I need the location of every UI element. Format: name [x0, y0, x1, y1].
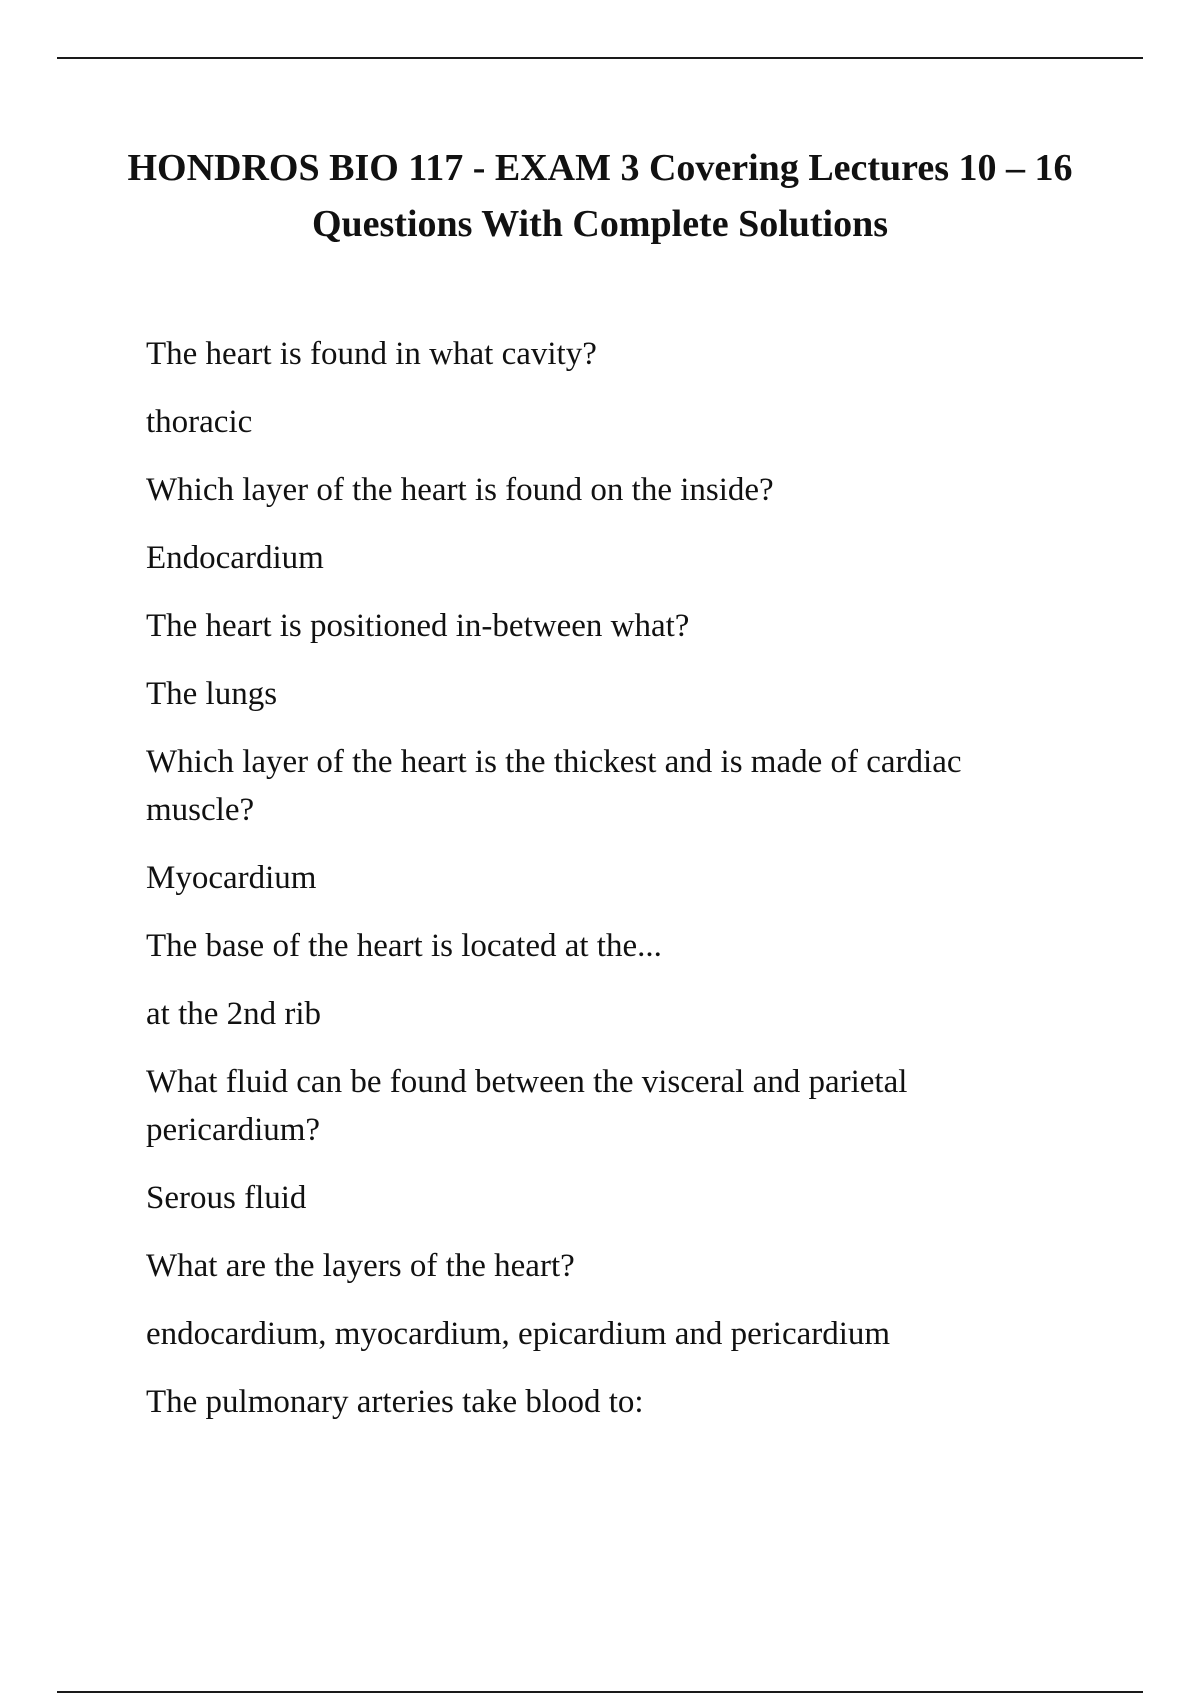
question-text: The heart is positioned in-between what? — [146, 608, 690, 644]
answer-text: Serous fluid — [146, 1180, 307, 1216]
answer-text: at the 2nd rib — [146, 996, 322, 1032]
question-text: The pulmonary arteries take blood to: — [146, 1384, 644, 1420]
question-text: Which layer of the heart is the thickest and is made of cardiac muscle? — [146, 744, 962, 828]
answer-text: The lungs — [146, 676, 278, 712]
answer-text: Myocardium — [146, 860, 317, 896]
question-text: What fluid can be found between the visceral and parietal pericardium? — [146, 1064, 908, 1148]
bottom-divider — [57, 1691, 1143, 1693]
question-text: Which layer of the heart is found on the inside? — [146, 472, 774, 508]
question-text: The base of the heart is located at the... — [146, 928, 662, 964]
qa-list — [146, 330, 1066, 1446]
answer-text: thoracic — [146, 404, 253, 440]
answer-text: Endocardium — [146, 540, 324, 576]
question-text: The heart is found in what cavity? — [146, 336, 597, 372]
top-divider — [57, 57, 1143, 59]
document-title: HONDROS BIO 117 - EXAM 3 Covering Lectures 10 – 16 Questions With Complete Solutions — [127, 147, 1073, 245]
answer-text: endocardium, myocardium, epicardium and pericardium — [146, 1316, 891, 1352]
question-text: What are the layers of the heart? — [146, 1248, 575, 1284]
